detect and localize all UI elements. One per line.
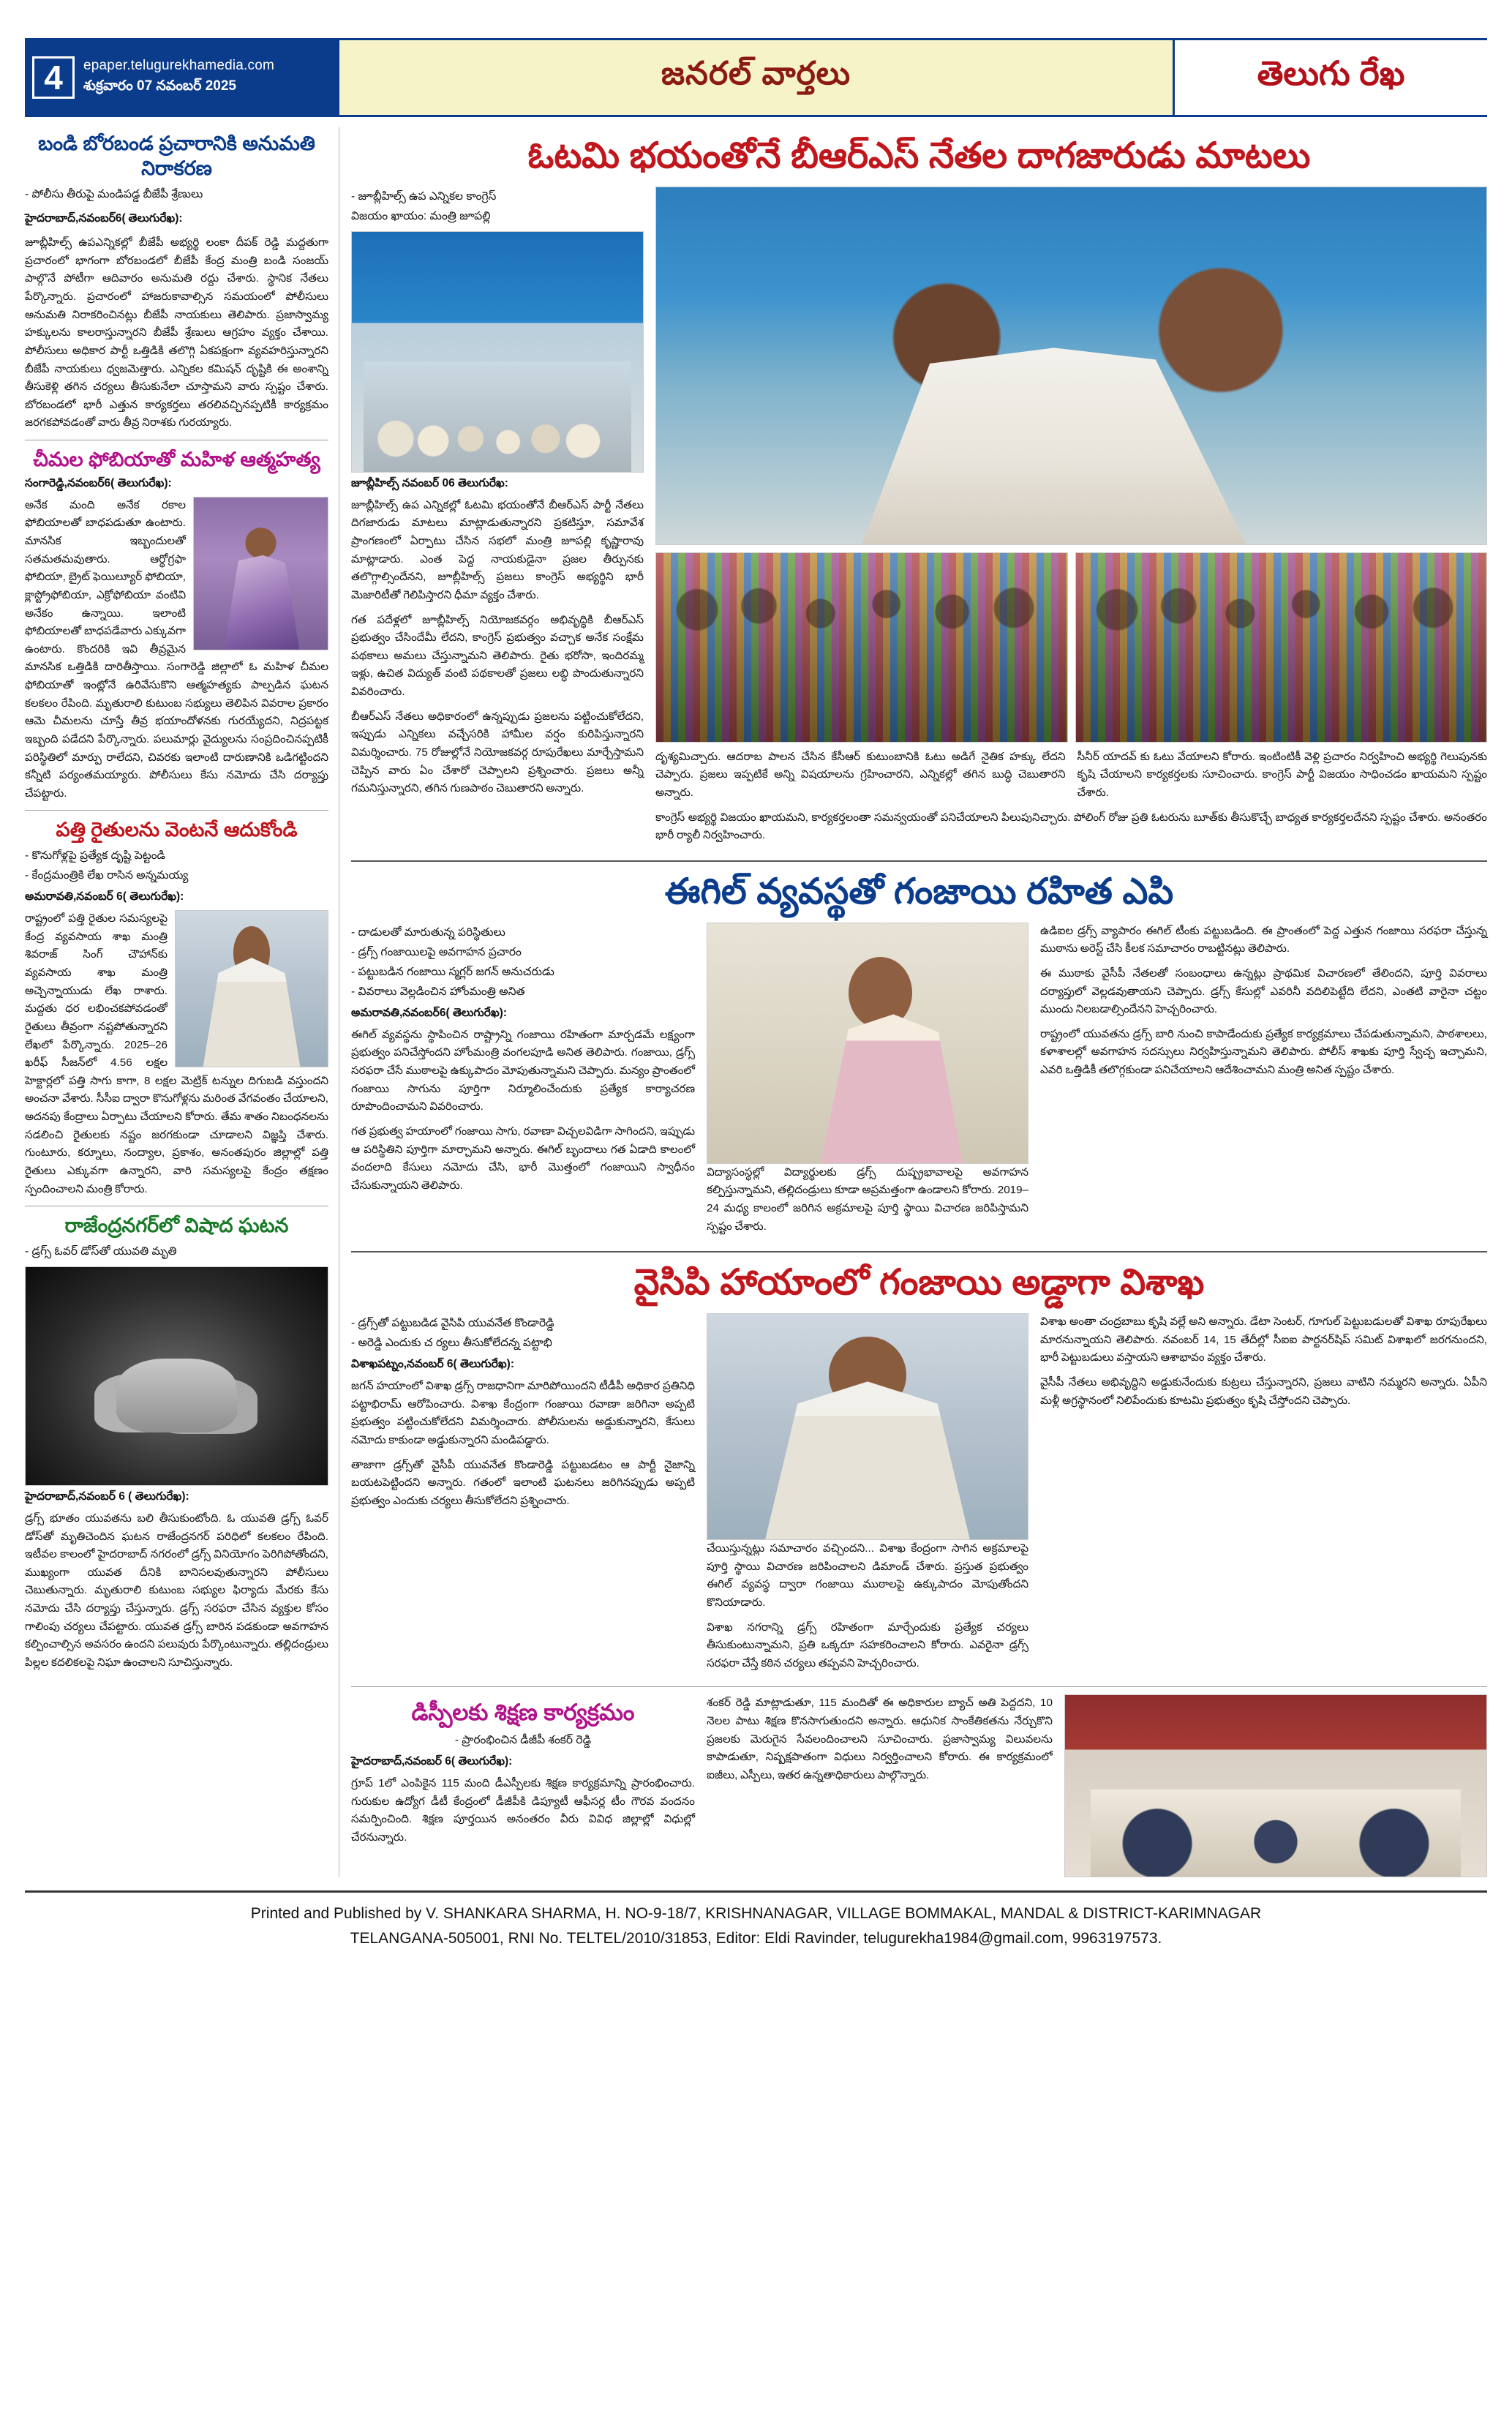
- page-number: 4: [32, 56, 75, 99]
- article-paragraph: బీఆర్ఎస్ నేతలు అధికారంలో ఉన్నప్పుడు ప్రజలను పట్టించుకోలేదని, ఇప్పుడు ఎన్నికలు వచ్చేసరికి హామీల వర్షం కురిపిస్తున్నారని విమర్శించారు. 75 రోజుల్లోనే నియోజకవర్గ రూపురేఖలు మార్చేస్తామని చెప్పిన వారు ఏం చేశారో చెప్పాలని ప్రశ్నించారు. ప్రజలు అన్నీ గమనిస్తున్నారని, తగిన గుణపాఠం చెబుతారని అన్నారు.: [351, 710, 644, 795]
- article-paragraph: జగన్ హయాంలో విశాఖ డ్రగ్స్ రాజధానిగా మారిపోయిందని టీడీపీ అధికార ప్రతినిధి పట్టాభిరామ్ ఆరోపించారు. విశాఖ కేంద్రంగా గంజాయి రవాణా జరిగినా అప్పటి ప్రభుత్వం పట్టించుకోలేదని విమర్శించారు. పోలీసులను అడ్డుకున్నారని, కేసులు నమోదు కాకుండా అడ్డుకున్నారని మండిపడ్డారు.: [351, 1380, 695, 1446]
- section-title: జనరల్ వార్తలు: [661, 55, 851, 91]
- article-paragraph: విద్యాసంస్థల్లో విద్యార్థులకు డ్రగ్స్ దుష్ప్రభావాలపై అవగాహన కల్పిస్తున్నామని, తల్లిదండ్రులు కూడా అప్రమత్తంగా ఉండాలని కోరారు. 2019–24 మధ్య కాలంలో జరిగిన అక్రమాలపై పూర్తి స్థాయి విచారణ జరిపిస్తామని స్పష్టం చేశారు.: [707, 1165, 1028, 1233]
- imprint-line-1: Printed and Published by V. SHANKARA SHARMA, H. NO-9-18/7, KRISHNANAGAR, VILLAGE BOMMAKAL, MANDAL & DISTRICT-KARIMNAGAR: [250, 1905, 1262, 1923]
- article-paragraph: రాష్ట్రంలో పత్తి రైతుల సమస్యలపై కేంద్ర వ్యవసాయ శాఖ మంత్రి శివరాజ్ సింగ్ చౌహాన్‌కు వ్యవసాయ శాఖ మంత్రి అచ్చెన్నాయుడు లేఖ రాశారు. మద్దతు ధర లభించకపోవడంతో రైతులు తీవ్రంగా నష్టపోతున్నారని లేఖలో పేర్కొన్నారు. 2025–26 ఖరీఫ్ సీజన్‌లో 4.56 లక్షల హెక్టార్లలో పత్తి సాగు కాగా, 8 లక్షల మెట్రిక్ టన్నుల దిగుబడి వస్తుందని అంచనా వేశారు. సీసీఐ ద్వారా కొనుగోళ్లను మరింత వేగవంతం చేయాలని, అదనపు కేంద్రాలు ఏర్పాటు చేయాలని కోరారు. తేమ శాతం నిబంధనలను సడలించి రైతులకు నష్టం జరగకుండా చూడాలని విజ్ఞప్తి చేశారు. గుంటూరు, కర్నూలు, నంద్యాల, ప్రకాశం, అనంతపురం జిల్లాల్లో పత్తి రైతులు ఎక్కువగా ఉన్నారని, వారి సమస్యలపై కేంద్రం తక్షణం స్పందించాలని మంత్రి కోరారు.: [25, 912, 328, 1195]
- article-paragraph: ఉడిఐల డ్రగ్స్ వ్యాపారం ఈగిల్ టీంకు పట్టుబడింది. ఈ ప్రాంతంలో పెద్ద ఎత్తున గంజాయి సరఫరా చేస్తున్న ముఠాను అరెస్ట్ చేసి కీలక సమాచారం రాబట్టినట్లు తెలిపారు.: [1040, 924, 1487, 955]
- article-subhead: - డ్రగ్స్ ఓవర్ డోస్‌తో యువతి మృతి: [25, 1244, 177, 1258]
- issue-date: శుక్రవారం 07 నవంబర్ 2025: [83, 78, 236, 94]
- article-paragraph: ఈగిల్ వ్యవస్థను స్థాపించిన రాష్ట్రాన్ని గంజాయి రహితంగా మార్చడమే లక్ష్యంగా ప్రభుత్వం పనిచేస్తోందని హోంమంత్రి వంగలపూడి అనిత తెలిపారు. గంజాయి, డ్రగ్స్ సరఫరా చేసే ముఠాలపై ఉక్కుపాదం మోపుతున్నామని చెప్పారు. మన్యం ప్రాంతంలో గంజాయి సాగును పూర్తిగా నిర్మూలించేందుకు ప్రత్యేక కార్యాచరణ రూపొందించామని వివరించారు.: [351, 1028, 695, 1113]
- article-subhead: - ప్రారంభించిన డీజీపీ శంకర్ రెడ్డి: [454, 1734, 592, 1747]
- article-dsp-training: [351, 1694, 1487, 1877]
- article-photo-rally: [351, 231, 644, 473]
- article-bullet: - దాడులతో మారుతున్న పరిస్థితులు: [351, 925, 505, 939]
- site-url: epaper.telugurekhamedia.com: [83, 58, 275, 73]
- brand-logo: తెలుగు రేఖ: [1257, 54, 1405, 92]
- article-rajendranagar: [25, 1214, 328, 1672]
- article-subhead-2: - కేంద్రమంత్రికి లేఖ రాసిన అన్నమయ్య: [25, 869, 189, 882]
- article-bullet: - పట్టుబడిన గంజాయి స్మగ్లర్ జగన్ అనుచరుడు: [351, 965, 554, 978]
- article-photo-dark-hand: [25, 1266, 328, 1486]
- article-photo-minister: [175, 910, 328, 1067]
- article-photo-home-minister: [707, 923, 1028, 1164]
- article-paragraph: తాజాగా డ్రగ్స్‌తో వైసీపీ యువనేత కొండారెడ్డి పట్టుబడటం ఆ పార్టీ నైజాన్ని బయటపెట్టిందని అన్నారు. గతంలో ఇలాంటి ఘటనలు జరిగినప్పుడు అప్పటి ప్రభుత్వం ఎందుకు చర్యలు తీసుకోలేదని ప్రశ్నించారు.: [351, 1458, 695, 1507]
- dateline: జూబ్లీహిల్స్ నవంబర్ 06 తెలుగురేఖ:: [351, 476, 508, 489]
- article-paragraph: ఈ ముఠాకు వైసీపీ నేతలతో సంబంధాలు ఉన్నట్లు ప్రాథమిక విచారణలో తేలిందని, పూర్తి వివరాలు దర్యాప్తులో వెల్లడవుతాయని చెప్పారు. డ్రగ్స్ కేసుల్లో ఎవరినీ వదిలిపెట్టేది లేదని, ఎంతటి వారైనా చట్టం ముందు నిలబడాల్సిందేనని హెచ్చరించారు.: [1040, 966, 1487, 1016]
- main-column: [339, 127, 1487, 1877]
- article-headline: రాజేంద్రనగర్‌లో విషాద ఘటన: [64, 1214, 289, 1237]
- article-photo-woman: [193, 497, 328, 650]
- article-subhead: - పోలీసు తీరుపై మండిపడ్డ బీజేపీ శ్రేణులు: [25, 187, 203, 200]
- article-subhead-2: - అరెడ్డి ఎందుకు చ ర్యలు తీసుకోలేదన్న పట్టాభి: [351, 1337, 552, 1350]
- article-headline: చీమల ఫోబియాతో మహిళ ఆత్మహత్య: [33, 448, 320, 471]
- page-content: [25, 127, 1487, 1877]
- article-paragraph: చేయిస్తున్నట్లు సమాచారం వచ్చిందని... విశాఖ కేంద్రంగా సాగిన అక్రమాలపై పూర్తి స్థాయి విచారణ జరిపించాలని డిమాండ్ చేశారు. ప్రస్తుత ప్రభుత్వం ఈగిల్ వ్యవస్థ ద్వారా గంజాయి ముఠాలపై ఉక్కుపాదం మోపుతోందని కొనియాడారు.: [707, 1542, 1028, 1609]
- dateline: హైదరాబాద్,నవంబర్ 6( తెలుగురేఖ):: [351, 1755, 513, 1768]
- article-subhead-1: - జూబ్లీహిల్స్ ఉప ఎన్నికల కాంగ్రెస్: [351, 189, 497, 203]
- article-subhead-1: - కొనుగోళ్లపై ప్రత్యేక దృష్టి పెట్టండి: [25, 849, 166, 863]
- article-photo-crowd-left: [655, 552, 1068, 743]
- dateline: విశాఖపట్నం,నవంబర్ 6( తెలుగురేఖ):: [351, 1358, 514, 1371]
- article-bullet: - డ్రగ్స్ గంజాయిలపై అవగాహన ప్రచారం: [351, 945, 522, 958]
- divider: [351, 1686, 1487, 1687]
- article-photo-spokesperson: [707, 1313, 1028, 1540]
- dateline: అమరావతి,నవంబర్6( తెలుగురేఖ):: [351, 1006, 507, 1019]
- masthead-center: [339, 40, 1173, 115]
- divider: [351, 860, 1487, 862]
- article-paragraph: గత పదేళ్లలో జూబ్లీహిల్స్ నియోజకవర్గం అభివృద్ధికి బీఆర్ఎస్ ప్రభుత్వం చేసిందేమీ లేదని, కాంగ్రెస్ ప్రభుత్వం వచ్చాక అనేక సంక్షేమ పథకాలు అమలు చేస్తున్నామని తెలిపారు. రైతు భరోసా, ఇందిరమ్మ ఇళ్లు, ఉచిత విద్యుత్ వంటి పథకాలతో ప్రజలు లబ్ధి పొందుతున్నారని వివరించారు.: [351, 613, 644, 699]
- photo-caption-left: దృశ్యమిచ్చారు. ఆదరాబ పాలన చేసిన కేసీఆర్ కుటుంబానికి ఓటు అడిగే నైతిక హక్కు లేదని చెప్పారు. ప్రజలు ఇప్పటికే అన్ని విషయాలను గ్రహించారని, ఎన్నికల్లో తగిన బుద్ధి చెబుతారని అన్నారు.: [655, 750, 1066, 800]
- article-bullet: - వివరాలు వెల్లడించిన హోంమంత్రి అనిత: [351, 985, 525, 998]
- photo-caption-right: సీనీర్ యాదవ్ కు ఓటు వేయాలని కోరారు. ఇంటింటికీ వెళ్లి ప్రచారం నిర్వహించి అభ్యర్థి గెలుపునకు కృషి చేయాలని కార్యకర్తలకు సూచించారు. కాంగ్రెస్ పార్టీ విజయం సాధించడం ఖాయమని స్పష్టం చేశారు.: [1077, 750, 1487, 800]
- dateline: హైదరాబాద్,నవంబర్ 6 ( తెలుగురేఖ):: [25, 1490, 189, 1503]
- article-paragraph: జూబ్లీహిల్స్ ఉపఎన్నికల్లో బీజేపీ అభ్యర్థి లంకా దీపక్ రెడ్డి మద్దతుగా ప్రచారంలో భాగంగా బోరబండలో బీజేపీ కేంద్ర మంత్రి బండి సంజయ్ పాల్గొనే పోటీగా ఆదివారం అనుమతి రద్దు చేశారు. స్థానిక నేతలు పేర్కొన్నారు. ప్రచారంలో హాజరుకావాల్సిన సమయంలో పోలీసులు అనుమతి నిరాకరించినట్లు బీజేపీ నాయకులు తెలిపారు. ప్రజాస్వామ్య హక్కులను కాలరాస్తున్నారని బీజేపీ శ్రేణులు ఆగ్రహం వ్యక్తం చేశాయి. పోలీసులు అధికార పార్టీ ఒత్తిడికి తలొగ్గి ఏకపక్షంగా వ్యవహరిస్తున్నారని బీజేపీ నాయకులు ధ్వజమెత్తారు. ఎన్నికల కమిషన్ దృష్టికి ఈ అంశాన్ని తీసుకెళ్లి తగిన చర్యలు తీసుకునేలా చూస్తామని వారు స్పష్టం చేశారు. బోరబండలో భారీ ఎత్తున కార్యకర్తలు తరలివచ్చినప్పటికీ కార్యక్రమం జరగకపోవడంతో వారు తీవ్ర నిరాశకు గురయ్యారు.: [25, 236, 328, 429]
- article-photo-crowd-right: [1075, 552, 1488, 743]
- article-photo-police-event: [1064, 1694, 1487, 1877]
- masthead: [25, 38, 1487, 117]
- article-paragraph: వైసీపీ నేతలు అభివృద్ధిని అడ్డుకునేందుకు కుట్రలు చేస్తున్నారని, ప్రజలు వాటిని నమ్మరని అన్నారు. ఏపీని మళ్లీ అగ్రస్థానంలో నిలిపేందుకు కూటమి ప్రభుత్వం కృషి చేస్తోందని చెప్పారు.: [1040, 1375, 1487, 1407]
- article-visakha-ganja: [351, 1261, 1487, 1679]
- article-paragraph: కాంగ్రెస్ అభ్యర్థి విజయం ఖాయమని, కార్యకర్తలంతా సమన్వయంతో పనిచేయాలని పిలుపునిచ్చారు. పోలింగ్ రోజు ప్రతి ఓటరును బూత్‌కు తీసుకొచ్చే బాధ్యత కార్యకర్తలదేనని స్పష్టం చేశారు. అనంతరం భారీ ర్యాలీ నిర్వహించారు.: [655, 811, 1487, 842]
- article-paragraph: జూబ్లీహిల్స్ ఉప ఎన్నికల్లో ఓటమి భయంతోనే బీఆర్ఎస్ పార్టీ నేతలు దిగజారుడు మాటలు మాట్లాడుతున్నారని ప్రకటిస్తూ, సమావేశ ప్రాంగణంలో ఏర్పాటు చేసిన సభలో మంత్రి జూపల్లి కృష్ణారావు మాట్లాడారు. ఎంత పెద్ద నాయకుడైనా ప్రజల తీర్పునకు తలొగ్గాల్సిందేనని, జూబ్లీహిల్స్ ప్రజలు కాంగ్రెస్ అభ్యర్థిని భారీ మెజారిటీతో గెలిపిస్తారని ధీమా వ్యక్తం చేశారు.: [351, 498, 644, 601]
- article-paragraph: రాష్ట్రంలో యువతను డ్రగ్స్ బారి నుంచి కాపాడేందుకు ప్రత్యేక కార్యక్రమాలు చేపడుతున్నామని, పాఠశాలలు, కళాశాలల్లో అవగాహన సదస్సులు నిర్వహిస్తున్నామని తెలిపారు. పోలీస్ శాఖకు పూర్తి స్వేచ్ఛ ఇచ్చామని, ఎవరి ఒత్తిడికీ తలొగ్గకుండా పనిచేయాలని ఆదేశించామని మంత్రి అనిత స్పష్టం చేశారు.: [1040, 1027, 1487, 1077]
- left-column: [25, 127, 339, 1877]
- masthead-right: [1173, 40, 1487, 115]
- article-headline: బండి బోరబండ ప్రచారానికి అనుమతి నిరాకరణ: [38, 132, 315, 179]
- article-ant-phobia: [25, 448, 328, 803]
- article-headline: ఈగిల్ వ్యవస్థతో గంజాయి రహిత ఎపి: [664, 871, 1174, 912]
- article-paragraph: విశాఖ అంతా చంద్రబాబు కృషి వల్లే అని అన్నారు. డేటా సెంటర్, గూగుల్ పెట్టుబడులతో విశాఖ రూపురేఖలు మారనున్నాయని తెలిపారు. నవంబర్ 14, 15 తేదీల్లో సీఐఐ పార్టనర్‌షిప్ సమిట్ విశాఖలో జరగనుందని, భారీ పెట్టుబడులు వస్తాయని ఆశాభావం వ్యక్తం చేశారు.: [1040, 1315, 1487, 1364]
- article-paragraph: శంకర్ రెడ్డి మాట్లాడుతూ, 115 మందితో ఈ అధికారుల బ్యాచ్ అతి పెద్దదని, 10 నెలల పాటు శిక్షణ కొనసాగుతుందని అన్నారు. ఆధునిక సాంకేతికతను నేర్చుకొని ప్రజలకు మెరుగైన సేవలందించాలని సూచించారు. ప్రజాస్వామ్య విలువలను కాపాడుతూ, నిష్పక్షపాతంగా విధులు నిర్వర్తించాలని కోరారు. ఈ కార్యక్రమంలో ఐజీలు, ఎస్పీలు, ఇతర ఉన్నతాధికారులు పాల్గొన్నారు.: [707, 1697, 1053, 1781]
- article-headline: డిస్పీలకు శిక్షణ కార్యక్రమం: [411, 1699, 635, 1726]
- article-cotton-farmers: [25, 818, 328, 1198]
- article-brs-leaders: [351, 135, 1487, 852]
- newspaper-page: [0, 38, 1512, 2415]
- article-subhead-1: - డ్రగ్స్‌తో పట్టుబడిడ వైసిపి యువనేత కొండారెడ్డి: [351, 1317, 554, 1330]
- article-paragraph: అనేక మంది అనేక రకాల ఫోబియాలతో బాధపడుతూ ఉంటారు. మానసిక ఇబ్బందులతో సతమతమవుతారు. ఆర్థోగ్రఫా ఫోబియా, బ్రైట్ ఫెయిల్యూర్ ఫోబియా, క్లాస్ట్రోఫోబియా, ఎక్రోఫోబియా వంటివి అనేకం ఉన్నాయి. ఇలాంటి ఫోబియాలతో బాధపడేవారు ఎక్కువగా ఉంటారు. కొందరికి ఇవి తీవ్రమైన మానసిక ఒత్తిడికి దారితీస్తాయి. సంగారెడ్డి జిల్లాలో ఓ మహిళ చీమల ఫోబియాతో ఇంట్లోనే ఉరివేసుకొని ఆత్మహత్యకు పాల్పడిన ఘటన కలకలం రేపింది. మృతురాలి కుటుంబ సభ్యులు తెలిపిన వివరాల ప్రకారం ఆమె చీమలను చూస్తే తీవ్ర భయాందోళనకు గురయ్యేదని, నిద్రపట్టక ఇబ్బంది పడేదని పేర్కొన్నారు. పలుమార్లు వైద్యులను సంప్రదించినప్పటికీ పరిస్థితిలో మార్పు రాలేదని, చివరకు ఇలాంటి దారుణానికి ఒడిగట్టిందని కన్నీటి పర్యంతమయ్యారు. పోలీసులు కేసు నమోదు చేసి దర్యాప్తు చేపట్టారు.: [25, 498, 328, 800]
- dateline: సంగారెడ్డి,నవంబర్6( తెలుగురేఖ):: [25, 476, 172, 489]
- article-subhead-2: విజయం ఖాయం: మంత్రి జూపల్లి: [351, 209, 491, 222]
- article-headline: పత్తి రైతులను వెంటనే ఆదుకోండి: [56, 819, 298, 841]
- article-headline: ఓటమి భయంతోనే బీఆర్ఎస్ నేతల దాగజారుడు మాటలు: [527, 136, 1311, 176]
- divider: [351, 1251, 1487, 1252]
- dateline: అమరావతి,నవంబర్ 6( తెలుగురేఖ):: [25, 890, 184, 904]
- article-photo-speaker: [655, 187, 1487, 545]
- article-paragraph: విశాఖ నగరాన్ని డ్రగ్స్ రహితంగా మార్చేందుకు ప్రత్యేక చర్యలు తీసుకుంటున్నామని, ప్రతి ఒక్కరూ సహకరించాలని కోరారు. ఎవరైనా డ్రగ్స్ సరఫరా చేస్తే కఠిన చర్యలు తప్పవని హెచ్చరించారు.: [707, 1620, 1028, 1670]
- imprint-footer: [25, 1890, 1487, 1950]
- dateline: హైదరాబాద్,నవంబర్6( తెలుగురేఖ):: [25, 211, 183, 225]
- article-bandi-borabanda: [25, 132, 328, 432]
- article-paragraph: డ్రగ్స్ భూతం యువతను బలి తీసుకుంటోంది. ఓ యువతి డ్రగ్స్ ఓవర్ డోస్‌తో మృతిచెందిన ఘటన రాజేంద్రనగర్ పరిధిలో కలకలం రేపింది. ఇటీవల కాలంలో హైదరాబాద్ నగరంలో డ్రగ్స్ వినియోగం పెరిగిపోతోందని, ముఖ్యంగా యువత దీనికి బానిసలవుతున్నారని పోలీసులు చెబుతున్నారు. మృతురాలి కుటుంబ సభ్యుల ఫిర్యాదు మేరకు కేసు నమోదు చేసి దర్యాప్తు చేస్తున్నారు. డ్రగ్స్ సరఫరా చేసిన వ్యక్తుల కోసం గాలింపు చర్యలు చేపట్టారు. యువత డ్రగ్స్ బారిన పడకుండా అవగాహన కల్పించాల్సిన అవసరం ఉందని పలువురు పేర్కొంటున్నారు. తల్లిదండ్రులు పిల్లల కదలికలపై నిఘా ఉంచాలని సూచిస్తున్నారు.: [25, 1511, 328, 1669]
- imprint-line-2: TELANGANA-505001, RNI No. TELTEL/2010/31853, Editor: Eldi Ravinder, telugurekha1984@gmail.com, 9963197573.: [350, 1929, 1162, 1947]
- divider: [25, 810, 328, 811]
- masthead-left: [25, 40, 339, 115]
- article-headline: వైసిపి హాయాంలో గంజాయి అడ్డాగా విశాఖ: [633, 1263, 1205, 1303]
- article-paragraph: గ్రూప్ 1లో ఎంపికైన 115 మంది డీఎస్పీలకు శిక్షణ కార్యక్రమాన్ని ప్రారంభించారు. గురుకుల ఉద్యోగ డీటీ కేంద్రంలో డీజీపీకి డిప్యూటీ ఆఫీసర్ల టీం గౌరవ వందనం సమర్పించింది. శిక్షణ పూర్తయిన అనంతరం వీరు వివిధ జిల్లాల్లో విధుల్లో చేరనున్నారు.: [351, 1777, 695, 1844]
- article-paragraph: గత ప్రభుత్వ హయాంలో గంజాయి సాగు, రవాణా విచ్చలవిడిగా సాగిందని, ఇప్పుడు ఆ పరిస్థితిని పూర్తిగా మార్చామని అన్నారు. ఈగిల్ బృందాలు గత ఏడాది కాలంలో వందలాది కేసులు నమోదు చేసి, భారీ మొత్తంలో గంజాయిని స్వాధీనం చేసుకున్నాయని తెలిపారు.: [351, 1124, 695, 1192]
- article-eagle-ganja: [351, 871, 1487, 1242]
